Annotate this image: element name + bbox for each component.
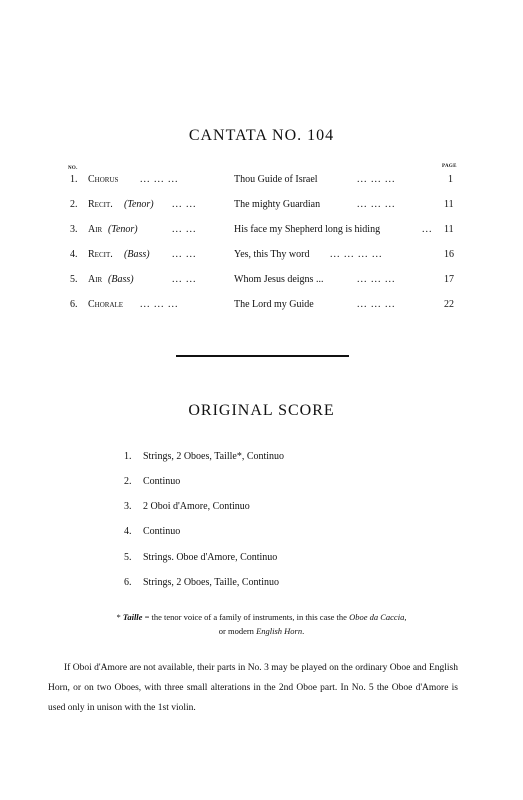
row-leader-dots: ... ... ... <box>357 174 396 185</box>
table-row <box>0 274 523 290</box>
table-row <box>0 249 523 265</box>
item-text: 2 Oboi d'Amore, Continuo <box>143 501 250 512</box>
footnote-text-2: or modern <box>218 626 257 636</box>
row-leader-dots: ... ... ... ... <box>330 249 383 260</box>
table-row <box>0 299 523 315</box>
item-number: 1. <box>124 451 132 462</box>
row-leader-dots: ... ... <box>172 274 197 285</box>
footnote-punct-2: . <box>302 626 305 636</box>
row-leader-dots: ... ... ... <box>140 174 179 185</box>
row-voice: (Bass) <box>108 274 134 285</box>
footnote-star: * <box>116 612 123 622</box>
footnote <box>0 610 523 638</box>
footnote-instrument: Oboe da Caccia <box>349 612 405 622</box>
row-text: The mighty Guardian <box>234 199 321 210</box>
list-item <box>124 476 180 487</box>
table-row <box>0 224 523 240</box>
score-title: ORIGINAL SCORE <box>188 402 335 419</box>
row-form: Chorale <box>88 299 124 310</box>
item-number: 5. <box>124 552 132 563</box>
list-item <box>124 577 279 588</box>
footnote-term: Taille <box>122 612 143 622</box>
table-row <box>0 199 523 215</box>
row-number: 3. <box>70 224 78 235</box>
cantata-title: CANTATA NO. 104 <box>188 127 335 144</box>
note-text: If Oboi d'Amore are not available, their parts in No. 3 may be played on the ordinary Oboe and English Horn, or on two Oboes, with three small alterations in the 2nd Oboe part. In No. 5 the Oboe d'Amore is used only in unison with the 1st violin. <box>48 663 458 713</box>
footnote-line-2 <box>0 624 523 638</box>
row-page: 1 <box>448 174 453 185</box>
row-page: 17 <box>444 274 454 285</box>
row-voice: (Tenor) <box>124 199 154 210</box>
row-number: 2. <box>70 199 78 210</box>
list-item <box>124 552 277 563</box>
no-column-label: NO. <box>68 166 78 171</box>
row-text: Whom Jesus deigns ... <box>234 274 324 285</box>
list-item <box>124 501 250 512</box>
row-form: Chorus <box>88 174 119 185</box>
row-leader-dots: ... ... ... <box>357 274 396 285</box>
row-page: 11 <box>444 199 454 210</box>
row-form: Recit. <box>88 199 113 210</box>
row-text: Yes, this Thy word <box>234 249 310 260</box>
row-leader-dots: ... ... ... <box>357 199 396 210</box>
row-leader-dots: ... ... <box>172 249 197 260</box>
row-page: 16 <box>444 249 454 260</box>
item-number: 3. <box>124 501 132 512</box>
list-item <box>124 451 284 462</box>
item-number: 6. <box>124 577 132 588</box>
row-leader-dots: ... ... <box>172 224 197 235</box>
item-number: 4. <box>124 526 132 537</box>
item-text: Strings. Oboe d'Amore, Continuo <box>143 552 278 563</box>
row-leader-dots: ... ... ... <box>140 299 179 310</box>
footnote-line-1 <box>0 610 523 624</box>
row-page: 11 <box>444 224 454 235</box>
row-page: 22 <box>444 299 454 310</box>
row-leader-dots: ... <box>422 224 433 235</box>
row-form: Air <box>88 224 103 235</box>
performance-note <box>48 658 458 718</box>
row-number: 1. <box>70 174 78 185</box>
section-divider <box>176 355 349 357</box>
page-column-label: PAGE <box>442 164 457 169</box>
item-text: Continuo <box>143 476 181 487</box>
footnote-punct: , <box>404 612 407 622</box>
list-item <box>124 526 180 537</box>
row-leader-dots: ... ... <box>172 199 197 210</box>
row-voice: (Tenor) <box>108 224 138 235</box>
item-number: 2. <box>124 476 132 487</box>
row-text: Thou Guide of Israel <box>234 174 318 185</box>
item-text: Strings, 2 Oboes, Taille*, Continuo <box>143 451 285 462</box>
item-text: Continuo <box>143 526 181 537</box>
row-form: Recit. <box>88 249 113 260</box>
row-number: 6. <box>70 299 78 310</box>
item-text: Strings, 2 Oboes, Taille, Continuo <box>143 577 280 588</box>
row-form: Air <box>88 274 103 285</box>
row-text: His face my Shepherd long is hiding <box>234 224 381 235</box>
row-number: 4. <box>70 249 78 260</box>
table-row <box>0 174 523 190</box>
row-number: 5. <box>70 274 78 285</box>
row-leader-dots: ... ... ... <box>357 299 396 310</box>
row-text: The Lord my Guide <box>234 299 314 310</box>
footnote-horn: English Horn <box>256 626 303 636</box>
footnote-text: = the tenor voice of a family of instruments, in this case the <box>142 612 350 622</box>
row-voice: (Bass) <box>124 249 150 260</box>
